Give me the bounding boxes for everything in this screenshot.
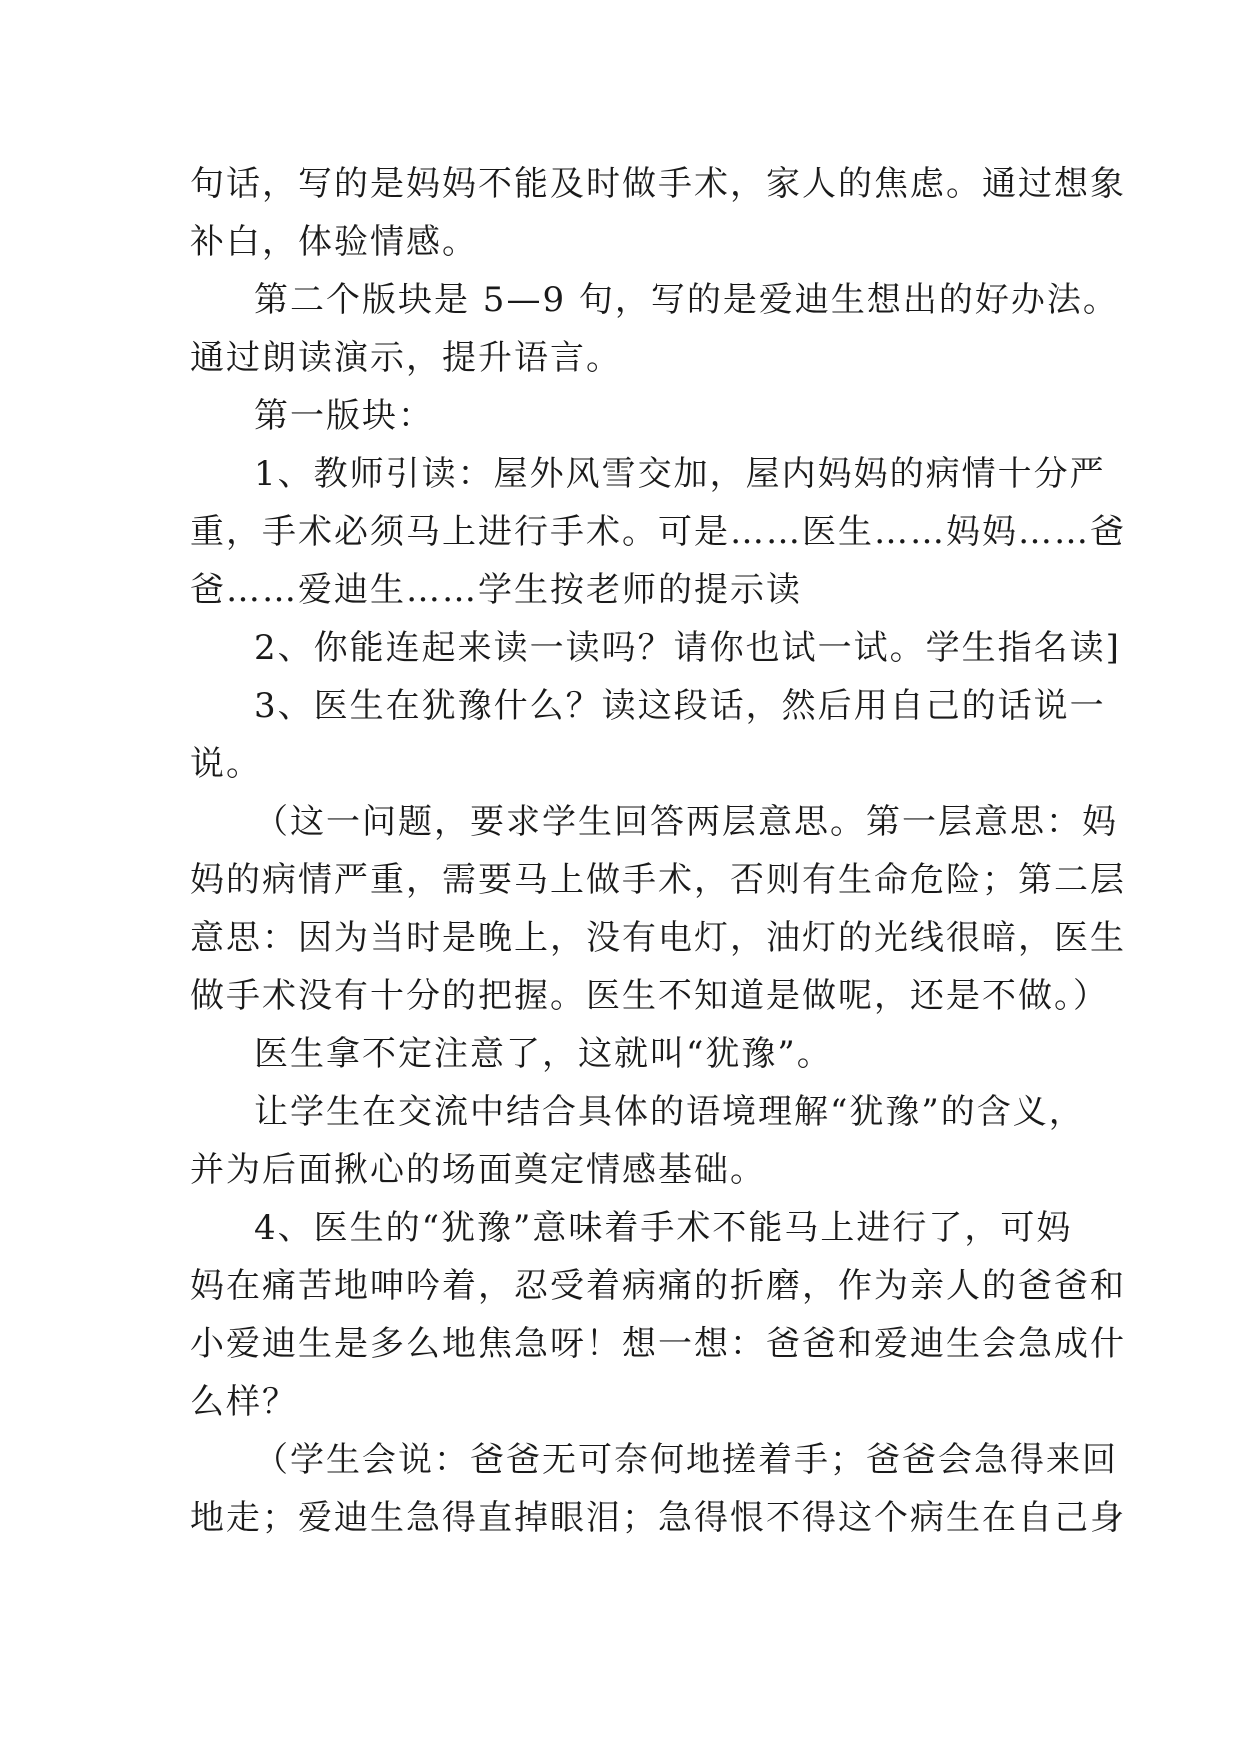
text-line: 爸……爱迪生……学生按老师的提示读 [190,570,802,610]
text-line: 并为后面揪心的场面奠定情感基础。 [190,1150,766,1190]
text-line: 重，手术必须马上进行手术。可是……医生……妈妈……爸 [190,512,1126,552]
text-line: 小爱迪生是多么地焦急呀！想一想：爸爸和爱迪生会急成什 [190,1324,1126,1364]
text-line: 句话，写的是妈妈不能及时做手术，家人的焦虑。通过想象 [190,164,1126,204]
text-line: 让学生在交流中结合具体的语境理解“犹豫”的含义， [254,1092,1085,1132]
text-line: 妈在痛苦地呻吟着，忍受着病痛的折磨，作为亲人的爸爸和 [190,1266,1126,1306]
text-line: 意思：因为当时是晚上，没有电灯，油灯的光线很暗，医生 [190,918,1126,958]
text-line: 4、医生的“犹豫”意味着手术不能马上进行了，可妈 [254,1208,1073,1248]
text-line: 1、教师引读：屋外风雪交加，屋内妈妈的病情十分严 [254,454,1106,494]
text-line: 医生拿不定注意了，这就叫“犹豫”。 [254,1034,833,1074]
text-line: 说。 [190,744,262,784]
text-line: 2、你能连起来读一读吗？请你也试一试。学生指名读] [254,628,1121,668]
text-line: （这一问题，要求学生回答两层意思。第一层意思：妈 [254,802,1118,842]
text-line: 地走；爱迪生急得直掉眼泪；急得恨不得这个病生在自己身 [190,1498,1126,1538]
text-line: 妈的病情严重，需要马上做手术，否则有生命危险；第二层 [190,860,1126,900]
text-line: 做手术没有十分的把握。医生不知道是做呢，还是不做。） [190,976,1109,1016]
text-line: 补白，体验情感。 [190,222,478,262]
text-line: 第二个版块是 5—9 句，写的是爱迪生想出的好办法。 [254,280,1119,320]
text-line: 3、医生在犹豫什么？读这段话，然后用自己的话说一 [254,686,1106,726]
text-line: 第一版块： [254,396,434,436]
text-line: （学生会说：爸爸无可奈何地搓着手；爸爸会急得来回 [254,1440,1118,1480]
text-line: 通过朗读演示，提升语言。 [190,338,622,378]
text-line: 么样？ [190,1382,298,1422]
